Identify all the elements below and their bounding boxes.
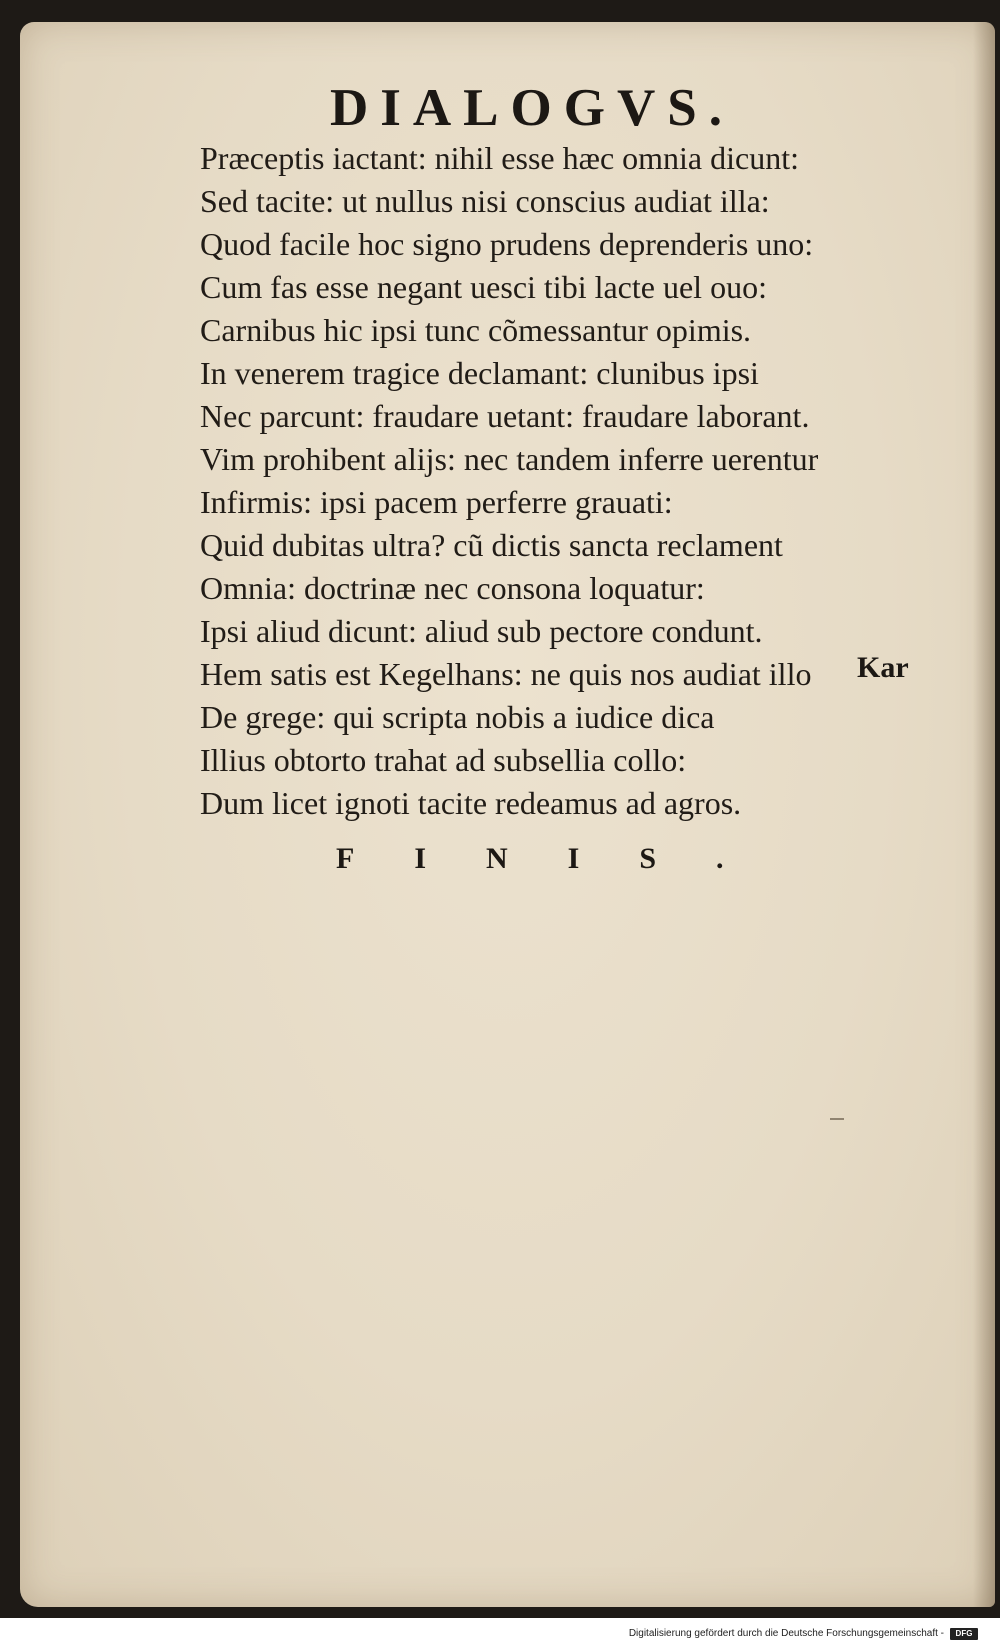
- verse-line: In venerem tragice declamant: clunibus ipsi: [200, 355, 759, 391]
- verse-line: Quod facile hoc signo prudens deprenderis uno:: [200, 226, 814, 262]
- verse-line: Vim prohibent alijs: nec tandem inferre uerentur: [200, 441, 819, 477]
- margin-note: Kar: [857, 651, 909, 684]
- verse-line: Hem satis est Kegelhans: ne quis nos audiat illo: [200, 656, 812, 692]
- finis-colophon: FINIS.: [336, 842, 784, 875]
- verse-line: Dum licet ignoti tacite redeamus ad agros.: [200, 785, 742, 821]
- verse-line: Omnia: doctrinæ nec consona loquatur:: [200, 570, 705, 606]
- verse-line: De grege: qui scripta nobis a iudice dica: [200, 699, 715, 735]
- verse-line: Infirmis: ipsi pacem perferre grauati:: [200, 484, 673, 520]
- verse-line: Illius obtorto trahat ad subsellia collo:: [200, 742, 687, 778]
- verse-line: Nec parcunt: fraudare uetant: fraudare laborant.: [200, 398, 810, 434]
- verse-line: Cum fas esse negant uesci tibi lacte uel ouo:: [200, 269, 767, 305]
- digitization-credit: Digitalisierung gefördert durch die Deutsche Forschungsgemeinschaft -: [628, 1628, 944, 1639]
- ink-speck: [830, 1118, 844, 1120]
- verse-block: [200, 137, 920, 825]
- verse-line: Præceptis iactant: nihil esse hæc omnia dicunt:: [200, 140, 799, 176]
- verse-line: Ipsi aliud dicunt: aliud sub pectore condunt.: [200, 613, 763, 649]
- dfg-logo: DFG: [950, 1628, 978, 1640]
- verse-line: Quid dubitas ultra? cũ dictis sancta reclament: [200, 527, 783, 563]
- verse-line: Sed tacite: ut nullus nisi conscius audiat illa:: [200, 183, 770, 219]
- page-heading: DIALOGVS.: [330, 79, 734, 137]
- verse-line: Carnibus hic ipsi tunc cõmessantur opimis.: [200, 312, 752, 348]
